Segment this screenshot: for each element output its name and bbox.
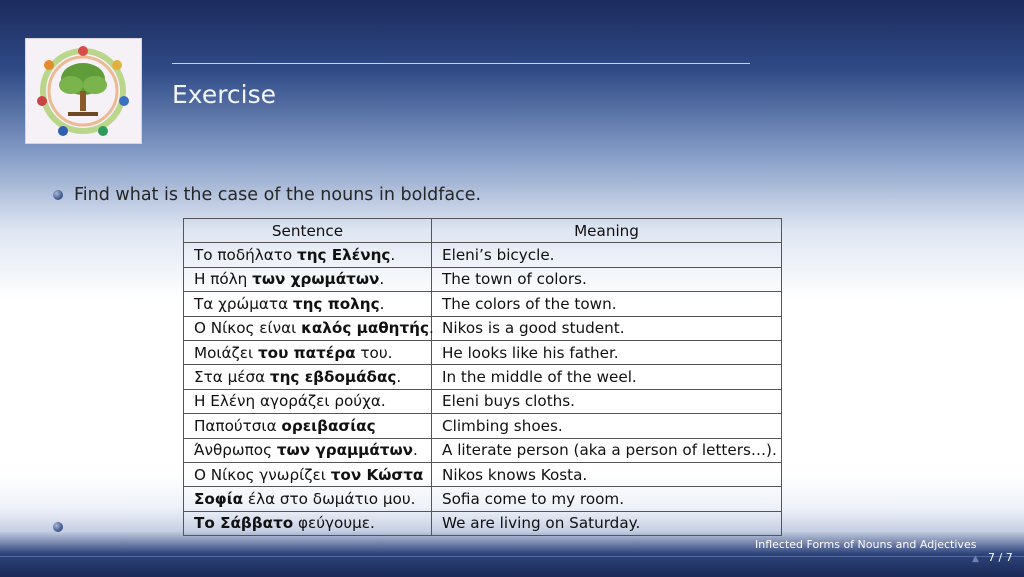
nav-up-icon[interactable]: ▲ [972, 554, 979, 564]
sentence-cell [184, 243, 432, 267]
sentence-text: Ο Νίκος είναι [194, 319, 302, 338]
sentence-text: Στα μέσα [194, 368, 270, 387]
table-row [184, 438, 782, 462]
sentence-text: Το ποδήλατο [194, 246, 298, 265]
meaning-cell: The colors of the town. [432, 292, 782, 316]
logo-image [25, 38, 142, 144]
bold-noun: των γραμμάτων [276, 441, 414, 460]
sentence-cell [184, 511, 432, 535]
sentence-text: Η Ελένη αγοράζει ρούχα. [194, 392, 386, 411]
table-row [184, 243, 782, 267]
table-row [184, 365, 782, 389]
header-sentence: Sentence [184, 219, 432, 243]
meaning-cell: We are living on Saturday. [432, 511, 782, 535]
bold-noun: καλός μαθητής [301, 319, 430, 338]
bold-noun: ορειβασίας [281, 416, 376, 435]
table-row [184, 340, 782, 364]
sentence-text: Παπούτσια [194, 416, 282, 435]
table-row [184, 389, 782, 413]
sentence-text-end: . [379, 270, 385, 289]
bold-noun: τον Κώστα [330, 465, 424, 484]
meaning-cell: In the middle of the weel. [432, 365, 782, 389]
bold-noun: Το Σάββατο [194, 514, 294, 533]
bullet-icon [53, 190, 63, 200]
sentence-text-end: . [413, 441, 418, 460]
footer-divider [0, 556, 1024, 557]
table-row [184, 414, 782, 438]
meaning-cell: Sofia come to my room. [432, 487, 782, 511]
meaning-cell: He looks like his father. [432, 340, 782, 364]
table-row [184, 511, 782, 535]
table-row [184, 267, 782, 291]
footer-title: Inflected Forms of Nouns and Adjectives [755, 538, 977, 551]
bold-noun: του πατέρα [257, 343, 356, 362]
bold-noun: της εβδομάδας [269, 368, 397, 387]
sentence-text-end: . [390, 246, 396, 265]
bold-noun: των χρωμάτων [252, 270, 380, 289]
sentence-cell [184, 267, 432, 291]
meaning-cell: Climbing shoes. [432, 414, 782, 438]
sentence-text-end: έλα στο δωμάτιο μου. [243, 489, 416, 508]
table-header-row [184, 219, 782, 243]
meaning-cell: Nikos is a good student. [432, 316, 782, 340]
table-row [184, 292, 782, 316]
sentence-text: Η πόλη [194, 270, 253, 289]
tree-logo-icon [26, 39, 141, 143]
sentence-text-end: . [379, 294, 385, 313]
slide-title: Exercise [172, 80, 277, 109]
meaning-cell: Eleni buys cloths. [432, 389, 782, 413]
sentence-cell [184, 438, 432, 462]
sentence-text-end: . [396, 368, 402, 387]
table-row [184, 487, 782, 511]
sentence-cell [184, 340, 432, 364]
meaning-cell: The town of colors. [432, 267, 782, 291]
meaning-cell: A literate person (aka a person of letters…). [432, 438, 782, 462]
sentence-text: Ο Νίκος γνωρίζει [194, 465, 331, 484]
bold-noun: Σοφία [194, 489, 244, 508]
bullet-icon [53, 522, 63, 532]
sentence-cell [184, 365, 432, 389]
sentence-text: Μοιάζει [194, 343, 258, 362]
exercise-table [183, 218, 782, 536]
table-row [184, 316, 782, 340]
header-meaning: Meaning [432, 219, 782, 243]
sentence-cell [184, 389, 432, 413]
sentence-text: Άνθρωπος [194, 441, 277, 460]
sentence-cell [184, 292, 432, 316]
sentence-text-end: του. [355, 343, 393, 362]
table-row [184, 462, 782, 486]
sentence-cell [184, 462, 432, 486]
sentence-cell [184, 487, 432, 511]
instruction-text: Find what is the case of the nouns in boldface. [74, 185, 482, 205]
sentence-text-end: φεύγουμε. [293, 514, 375, 533]
meaning-cell: Eleni’s bicycle. [432, 243, 782, 267]
bold-noun: της Ελένης [297, 246, 391, 265]
meaning-cell: Nikos knows Kosta. [432, 462, 782, 486]
sentence-cell [184, 316, 432, 340]
bold-noun: της πολης [292, 294, 380, 313]
page-number: 7 / 7 [988, 551, 1013, 564]
sentence-text-end: . [429, 319, 434, 338]
sentence-text: Τα χρώματα [194, 294, 293, 313]
title-divider [172, 63, 750, 64]
sentence-cell [184, 414, 432, 438]
